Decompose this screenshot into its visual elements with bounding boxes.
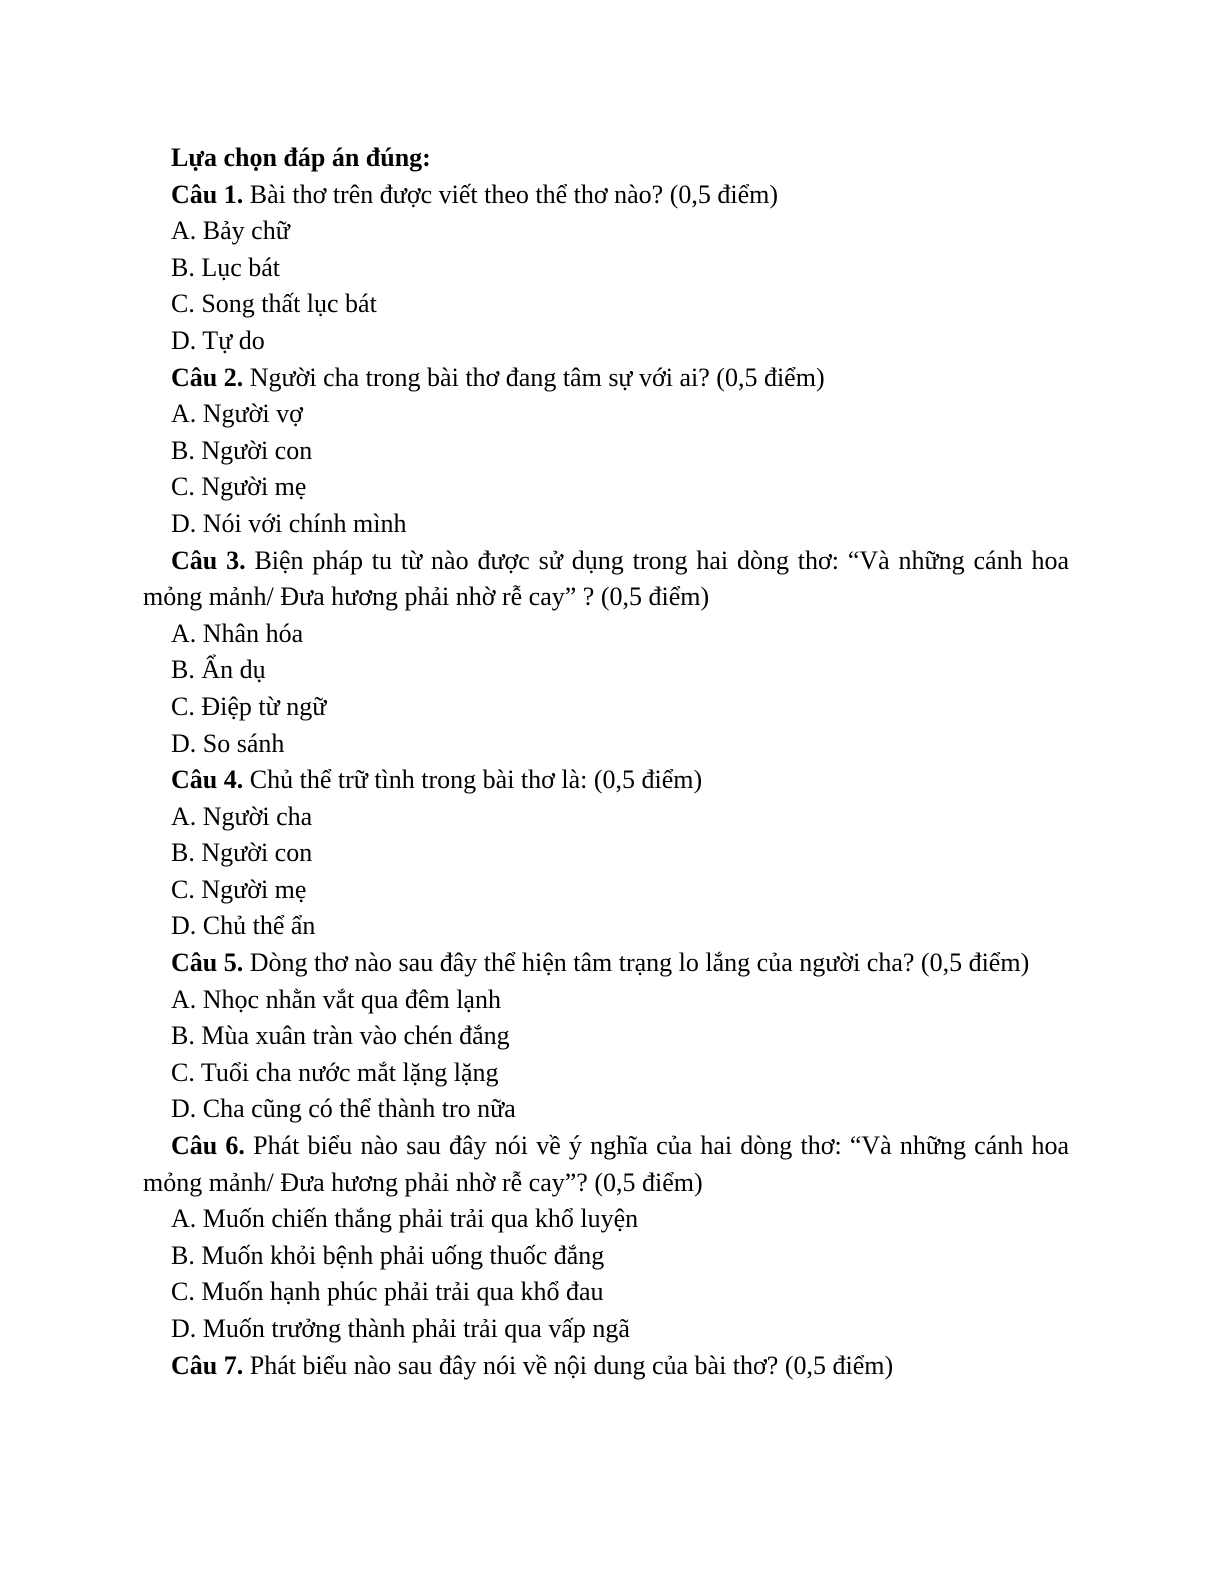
question-6-label: Câu 6. — [171, 1131, 245, 1161]
question-2-option-c: C. Người mẹ — [171, 472, 307, 502]
question-1 — [143, 177, 1069, 360]
question-1-option-d: D. Tự do — [171, 325, 265, 355]
question-6-prompt: Phát biểu nào sau đây nói về ý nghĩa của hai dòng thơ: “Và những cánh hoa mỏng mảnh/ Đưa hương phải nhờ rễ cay”? (0,5 điểm) — [143, 1131, 1069, 1197]
question-5-text — [143, 945, 1069, 982]
question-7-prompt: Phát biểu nào sau đây nói về nội dung của bài thơ? (0,5 điểm) — [243, 1350, 894, 1380]
question-1-option-c: C. Song thất lục bát — [171, 289, 377, 319]
question-5-option-c: C. Tuổi cha nước mắt lặng lặng — [171, 1057, 499, 1087]
question-2-option-d: D. Nói với chính mình — [171, 508, 407, 538]
question-7 — [143, 1348, 1069, 1385]
question-4-label: Câu 4. — [171, 765, 244, 795]
question-2-option-b: B. Người con — [171, 435, 313, 465]
question-5 — [143, 945, 1069, 1128]
question-6 — [143, 1128, 1069, 1348]
question-1-prompt: Bài thơ trên được viết theo thể thơ nào? (0,5 điểm) — [243, 179, 779, 209]
question-1-option-b: B. Lục bát — [171, 252, 281, 282]
question-4 — [143, 762, 1069, 945]
question-2-label: Câu 2. — [171, 362, 244, 392]
question-6-option-c: C. Muốn hạnh phúc phải trải qua khổ đau — [171, 1277, 604, 1307]
question-1-label: Câu 1. — [171, 179, 244, 209]
question-3-text — [143, 543, 1069, 616]
document-page — [143, 140, 1069, 1384]
question-5-option-d: D. Cha cũng có thể thành tro nữa — [171, 1094, 516, 1124]
question-1-option-a: A. Bảy chữ — [171, 216, 290, 246]
question-1-text — [143, 177, 1069, 214]
question-4-option-c: C. Người mẹ — [171, 874, 307, 904]
question-6-option-b: B. Muốn khỏi bệnh phải uống thuốc đắng — [171, 1240, 605, 1270]
question-4-option-a: A. Người cha — [171, 801, 313, 831]
question-5-option-a: A. Nhọc nhằn vắt qua đêm lạnh — [171, 984, 501, 1014]
question-2-option-a: A. Người vợ — [171, 399, 303, 429]
question-6-option-d: D. Muốn trưởng thành phải trải qua vấp ngã — [171, 1314, 630, 1343]
question-3-label: Câu 3. — [171, 545, 246, 575]
question-5-prompt: Dòng thơ nào sau đây thể hiện tâm trạng lo lắng của người cha? (0,5 điểm) — [243, 948, 1030, 978]
question-2-text — [143, 360, 1069, 397]
question-6-option-a: A. Muốn chiến thắng phải trải qua khổ luyện — [171, 1204, 639, 1234]
question-7-text — [143, 1348, 1069, 1385]
section-heading: Lựa chọn đáp án đúng: — [171, 143, 431, 172]
question-5-label: Câu 5. — [171, 948, 244, 978]
question-3-prompt: Biện pháp tu từ nào được sử dụng trong hai dòng thơ: “Và những cánh hoa mỏng mảnh/ Đưa hương phải nhờ rễ cay” ? (0,5 điểm) — [143, 545, 1069, 612]
question-3-option-d: D. So sánh — [171, 728, 285, 758]
question-2 — [143, 360, 1069, 543]
question-4-text — [143, 762, 1069, 799]
question-3-option-a: A. Nhân hóa — [171, 618, 304, 648]
question-3 — [143, 543, 1069, 763]
question-3-option-c: C. Điệp từ ngữ — [171, 691, 327, 721]
question-5-option-b: B. Mùa xuân tràn vào chén đắng — [171, 1021, 510, 1051]
question-4-option-d: D. Chủ thể ẩn — [171, 911, 316, 941]
question-3-option-b: B. Ẩn dụ — [171, 655, 266, 685]
question-7-label: Câu 7. — [171, 1350, 244, 1380]
question-6-text — [143, 1128, 1069, 1201]
question-2-prompt: Người cha trong bài thơ đang tâm sự với ai? (0,5 điểm) — [243, 362, 825, 392]
question-4-option-b: B. Người con — [171, 838, 313, 868]
question-4-prompt: Chủ thể trữ tình trong bài thơ là: (0,5 điểm) — [243, 765, 703, 795]
